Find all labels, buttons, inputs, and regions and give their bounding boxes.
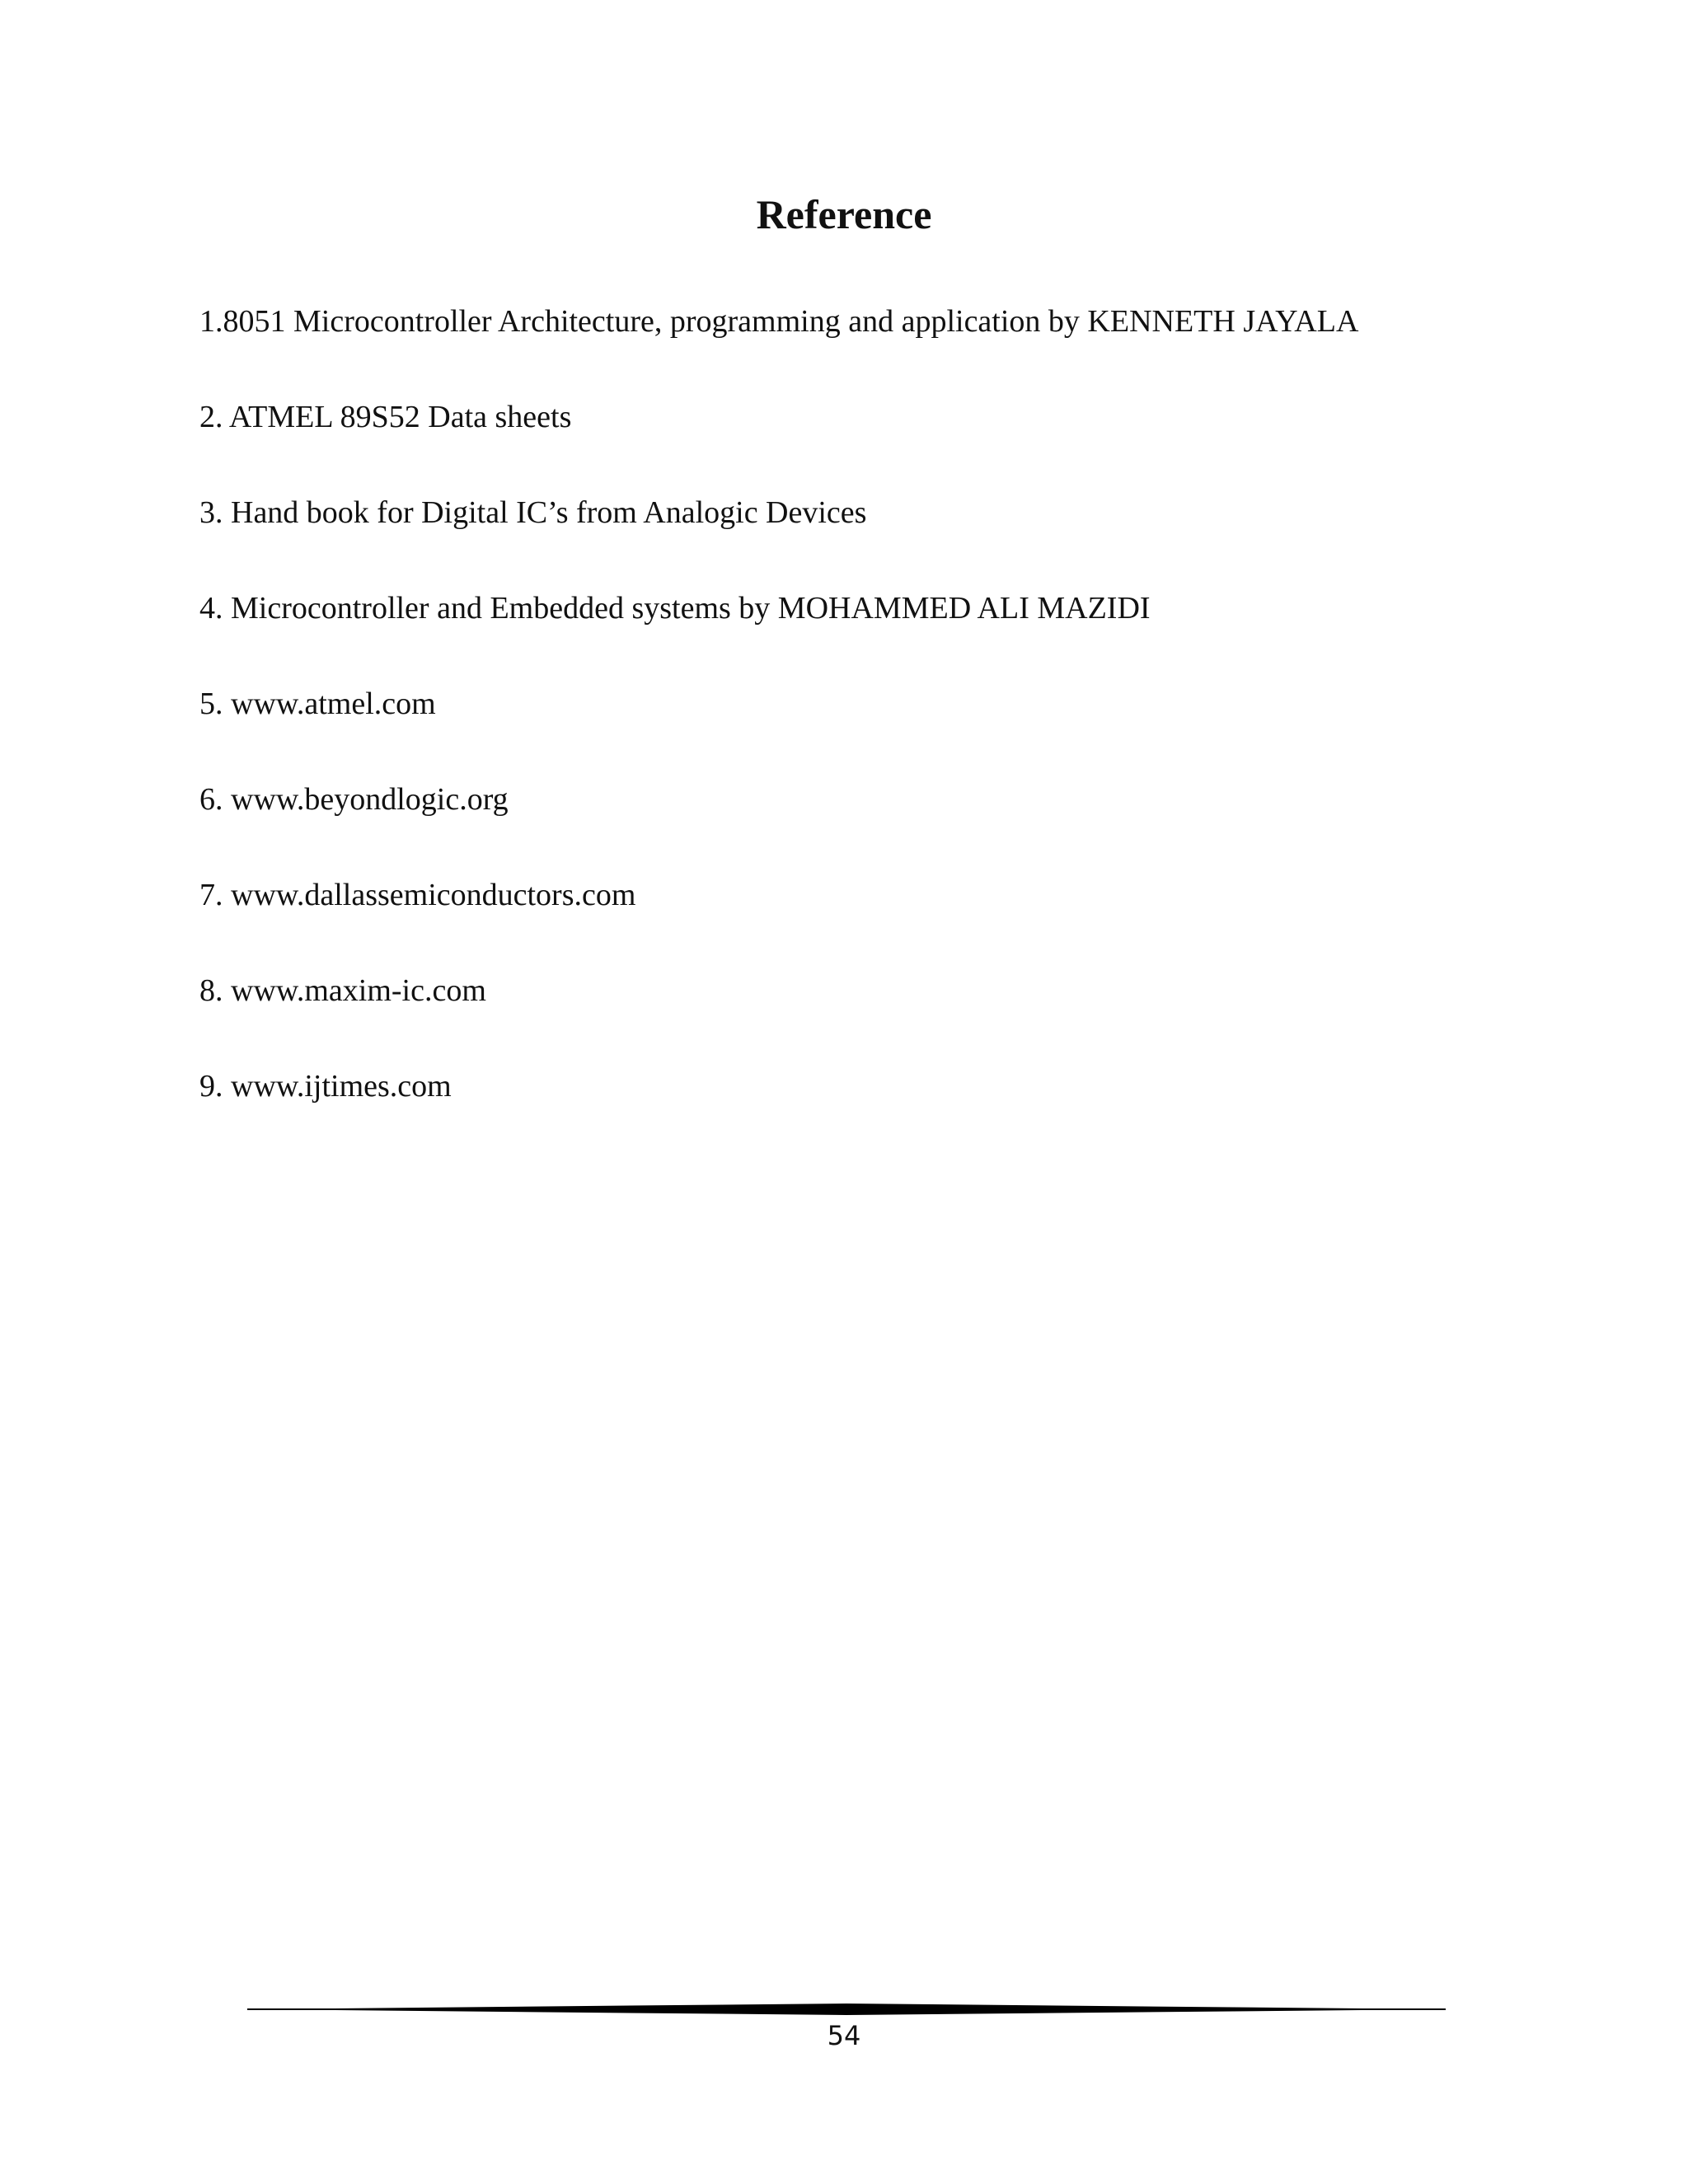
reference-list bbox=[199, 298, 1358, 1159]
reference-item: 7. www.dallassemiconductors.com bbox=[199, 878, 636, 912]
reference-item: 6. www.beyondlogic.org bbox=[199, 782, 509, 817]
reference-item: 3. Hand book for Digital IC’s from Analogic Devices bbox=[199, 495, 867, 530]
page-number: 54 bbox=[827, 2020, 861, 2051]
reference-item: 1.8051 Microcontroller Architecture, programming and application by KENNETH JAYALA bbox=[199, 304, 1359, 339]
reference-item: 8. www.maxim-ic.com bbox=[199, 973, 486, 1008]
footer-divider bbox=[247, 2001, 1446, 2018]
page-title: Reference bbox=[756, 191, 932, 237]
reference-item: 4. Microcontroller and Embedded systems by MOHAMMED ALI MAZIDI bbox=[199, 591, 1151, 626]
reference-item: 2. ATMEL 89S52 Data sheets bbox=[199, 400, 572, 434]
reference-item: 9. www.ijtimes.com bbox=[199, 1069, 452, 1104]
reference-item: 5. www.atmel.com bbox=[199, 687, 436, 721]
